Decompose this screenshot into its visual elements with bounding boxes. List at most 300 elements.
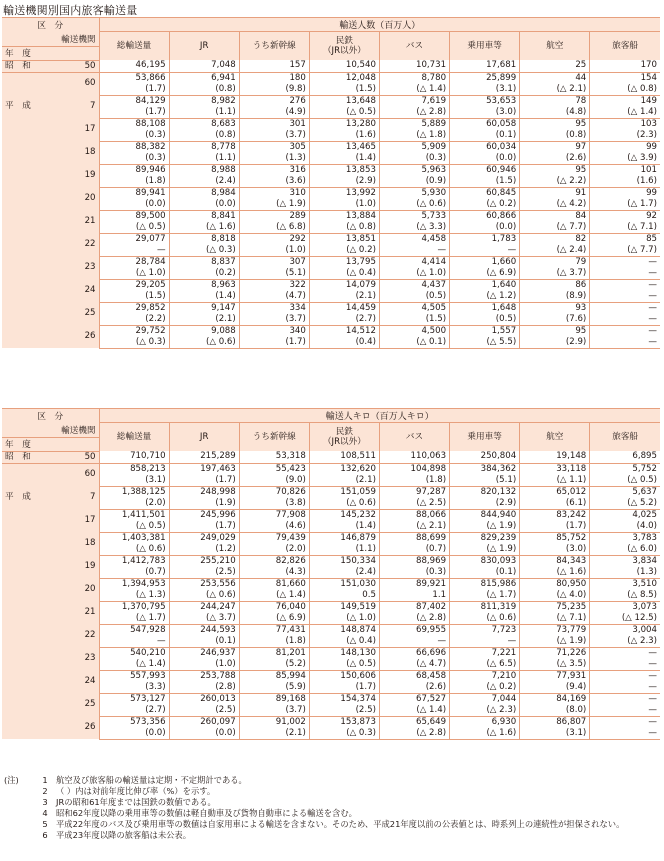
value-cell: 14,079 [309,279,379,291]
rate-cell: (△ 2.3) [590,636,660,648]
era-label [2,279,31,302]
value-cell: 88,382 [99,141,169,153]
header-fiscal-year: 年 度 [2,46,99,60]
era-label [2,233,31,256]
rate-cell: (2.5) [309,705,379,717]
rate-cell: (△ 1.0) [309,613,379,625]
rate-cell: (△ 0.8) [590,84,660,96]
rate-cell: (4.3) [239,567,309,579]
rate-cell: (△ 1.9) [450,521,520,533]
value-cell: 245,996 [169,509,239,521]
year-label: 17 [31,509,99,532]
rate-cell: (1.0) [169,659,239,671]
rate-cell: — [99,636,169,648]
rate-cell: (△ 5.5) [450,337,520,349]
value-cell: 79,439 [239,532,309,544]
year-label: 22 [31,624,99,647]
table-row [2,60,660,72]
year-label: 23 [31,647,99,670]
value-cell: 60,866 [450,210,520,222]
value-cell: 5,930 [379,187,449,199]
value-cell: 68,458 [379,670,449,682]
table-row-rate [2,84,660,96]
value-cell: 77,931 [520,670,590,682]
value-cell: 340 [239,325,309,337]
rate-cell: — [379,245,449,257]
rate-cell: (1.6) [590,176,660,188]
value-cell: 858,213 [99,463,169,475]
table-row-rate [2,337,660,349]
rate-cell: (△ 7.1) [590,222,660,234]
rate-cell: (0.9) [379,176,449,188]
rate-cell: (0.0) [99,728,169,740]
value-cell: 154,374 [309,693,379,705]
value-cell: 7,048 [169,60,239,72]
rate-cell: (9.8) [239,84,309,96]
rate-cell: (1.7) [239,337,309,349]
value-cell: 79 [520,256,590,268]
value-cell: 84,129 [99,95,169,107]
rate-cell: (△ 0.2) [309,245,379,257]
rate-cell: — [590,314,660,326]
value-cell: 3,783 [590,532,660,544]
rate-cell: (△ 0.3) [169,245,239,257]
value-cell: 1,660 [450,256,520,268]
value-cell: 305 [239,141,309,153]
value-cell: 573,356 [99,716,169,728]
rate-cell: (1.2) [169,544,239,556]
rate-cell: (0.1) [450,567,520,579]
value-cell: 13,884 [309,210,379,222]
rate-cell: (△ 1.7) [450,590,520,602]
rate-cell: (△ 2.3) [450,705,520,717]
rate-cell: (△ 1.6) [450,728,520,740]
value-cell: 844,940 [450,509,520,521]
rate-cell: (1.5) [379,314,449,326]
rate-cell: (△ 4.0) [520,590,590,602]
rate-cell: (3.0) [520,544,590,556]
table-row-rate [2,176,660,188]
year-label: 50 [31,60,99,72]
value-cell: 17,681 [450,60,520,72]
era-label [2,532,31,555]
value-cell: 5,752 [590,463,660,475]
value-cell: 13,853 [309,164,379,176]
value-cell: 8,963 [169,279,239,291]
col-jr: JR [169,423,239,452]
rate-cell: (△ 3.5) [520,659,590,671]
notes-label: (注) [4,775,19,785]
value-cell: 246,937 [169,647,239,659]
value-cell: 25,899 [450,72,520,84]
value-cell: 66,696 [379,647,449,659]
rate-cell: (1.8) [379,475,449,487]
value-cell: 8,988 [169,164,239,176]
rate-cell: (3.7) [239,130,309,142]
table-row [2,601,660,613]
rate-cell: — [590,337,660,349]
era-label [2,555,31,578]
table-row [2,72,660,84]
year-label: 7 [31,95,99,118]
rate-cell: (9.4) [520,682,590,694]
rate-cell: (4.9) [239,107,309,119]
rate-cell: (△ 7.7) [520,222,590,234]
rate-cell: (△ 1.9) [450,544,520,556]
value-cell: 145,232 [309,509,379,521]
table-row-rate [2,245,660,257]
value-cell: 249,029 [169,532,239,544]
year-label: 26 [31,325,99,348]
value-cell: 4,505 [379,302,449,314]
value-cell: 3,073 [590,601,660,613]
value-cell: 1,411,501 [99,509,169,521]
value-cell: 710,710 [99,451,169,463]
rate-cell: (7.6) [520,314,590,326]
rate-cell: (1.7) [520,521,590,533]
rate-cell: (0.3) [379,567,449,579]
rate-cell: — [450,636,520,648]
col-private-rail: 民鉄 （JR以外） [309,423,379,452]
rate-cell: (0.2) [169,268,239,280]
era-label [2,624,31,647]
rate-cell: (2.7) [99,705,169,717]
table-row [2,578,660,590]
era-label: 昭 和 [2,60,31,72]
value-cell: 3,510 [590,578,660,590]
value-cell: 69,955 [379,624,449,636]
rate-cell: — [450,245,520,257]
value-cell: 70,826 [239,486,309,498]
era-label [2,716,31,739]
value-cell: 6,895 [590,451,660,463]
rate-cell: 1.1 [379,590,449,602]
rate-cell: (△ 3.7) [169,613,239,625]
value-cell: 146,879 [309,532,379,544]
table-row [2,532,660,544]
rate-cell: (0.0) [169,199,239,211]
rate-cell: (△ 0.5) [99,521,169,533]
table-row [2,325,660,337]
value-cell: 255,210 [169,555,239,567]
rate-cell: (2.0) [239,544,309,556]
value-cell: 25 [520,60,590,72]
col-private-rail: 民鉄 （JR以外） [309,32,379,61]
value-cell: 1,648 [450,302,520,314]
table-row [2,463,660,475]
rate-cell: — [590,291,660,303]
col-car: 乗用車等 [450,423,520,452]
rate-cell: — [590,705,660,717]
rate-cell: (△ 7.7) [590,245,660,257]
value-cell: 88,066 [379,509,449,521]
value-cell: 7,210 [450,670,520,682]
rate-cell: (△ 6.8) [239,222,309,234]
era-label [2,141,31,164]
era-label [2,256,31,279]
rate-cell: (1.0) [239,245,309,257]
page-title: 輸送機関別国内旅客輸送量 [3,4,138,17]
value-cell: 540,210 [99,647,169,659]
era-label [2,118,31,141]
value-cell: 310 [239,187,309,199]
value-cell: 244,593 [169,624,239,636]
era-label: 昭 和 [2,451,31,463]
value-cell: — [590,279,660,291]
rate-cell: (△ 2.8) [379,613,449,625]
value-cell: 820,132 [450,486,520,498]
value-cell: 77,431 [239,624,309,636]
value-cell: 8,780 [379,72,449,84]
rate-cell: (3.1) [450,84,520,96]
year-label: 25 [31,302,99,325]
rate-cell: (△ 1.3) [99,590,169,602]
value-cell: 289 [239,210,309,222]
value-cell: 8,778 [169,141,239,153]
rate-cell: (4.6) [239,521,309,533]
notes [4,775,646,841]
value-cell: 29,752 [99,325,169,337]
rate-cell: (△ 1.7) [99,613,169,625]
rate-cell: (3.1) [520,728,590,740]
rate-cell: (△ 1.4) [99,659,169,671]
value-cell: 4,500 [379,325,449,337]
year-label: 23 [31,256,99,279]
rate-cell: (2.7) [309,314,379,326]
rate-cell: (△ 0.5) [309,107,379,119]
rate-cell: (1.7) [309,682,379,694]
rate-cell: (3.3) [99,682,169,694]
value-cell: 5,909 [379,141,449,153]
rate-cell: (0.3) [99,153,169,165]
rate-cell: (1.3) [590,567,660,579]
table-row [2,716,660,728]
year-label: 20 [31,187,99,210]
value-cell: 149,519 [309,601,379,613]
rate-cell: (5.1) [450,475,520,487]
rate-cell: (△ 2.1) [520,84,590,96]
rate-cell: (△ 1.4) [379,84,449,96]
value-cell: 132,620 [309,463,379,475]
year-label: 7 [31,486,99,509]
passenger-km-table [2,408,660,740]
value-cell: 91,002 [239,716,309,728]
col-bus: バス [379,32,449,61]
table-row-rate [2,314,660,326]
table-row-rate [2,153,660,165]
rate-cell: (△ 1.2) [450,291,520,303]
year-label: 22 [31,233,99,256]
era-label [2,187,31,210]
rate-cell: (1.0) [309,199,379,211]
rate-cell: (△ 6.5) [450,659,520,671]
year-label: 17 [31,118,99,141]
rate-cell: (3.7) [239,314,309,326]
value-cell: 815,986 [450,578,520,590]
era-label [2,647,31,670]
table-row [2,141,660,153]
rate-cell: (2.8) [169,682,239,694]
note-item: (注) 1 航空及び旅客船の輸送量は定期・不定期計である。 [4,775,247,785]
note-item: 6 平成23年度以降の旅客船は未公表。 [42,830,192,840]
col-car: 乗用車等 [450,32,520,61]
value-cell: 1,388,125 [99,486,169,498]
value-cell: 260,013 [169,693,239,705]
value-cell: — [590,325,660,337]
rate-cell: (△ 1.4) [379,705,449,717]
rate-cell: (0.5) [450,314,520,326]
rate-cell: (△ 2.8) [379,728,449,740]
table-row [2,233,660,245]
value-cell: 150,606 [309,670,379,682]
rate-cell: (5.2) [239,659,309,671]
rate-cell: (△ 0.5) [309,659,379,671]
rate-cell: (0.0) [99,199,169,211]
value-cell: 46,195 [99,60,169,72]
table-row [2,164,660,176]
rate-cell: (1.1) [309,544,379,556]
rate-cell: (8.0) [520,705,590,717]
rate-cell: (0.0) [450,153,520,165]
value-cell: 65,649 [379,716,449,728]
rate-cell: (△ 0.3) [99,337,169,349]
rate-cell: (△ 1.1) [520,475,590,487]
rate-cell: (△ 1.8) [379,130,449,142]
rate-cell: (△ 3.9) [590,153,660,165]
value-cell: 8,841 [169,210,239,222]
rate-cell: (1.5) [309,84,379,96]
value-cell: 81,201 [239,647,309,659]
value-cell: 148,130 [309,647,379,659]
value-cell: 84,343 [520,555,590,567]
rate-cell: (1.4) [169,291,239,303]
value-cell: 1,557 [450,325,520,337]
year-label: 25 [31,693,99,716]
col-shinkansen: うち新幹線 [239,423,309,452]
rate-cell: (△ 8.5) [590,590,660,602]
table-row [2,279,660,291]
value-cell: 84 [520,210,590,222]
value-cell: 276 [239,95,309,107]
rate-cell: (△ 1.4) [590,107,660,119]
value-cell: 89,500 [99,210,169,222]
note-item: 5 平成22年度のバス及び乗用車等の数値は自家用車による輸送を含まない。そのため、平成21年度以前の公表値とは、時系列上の連続性が担保されない。 [42,819,625,829]
value-cell: 7,221 [450,647,520,659]
value-cell: 4,437 [379,279,449,291]
value-cell: 573,127 [99,693,169,705]
rate-cell: (9.0) [239,475,309,487]
rate-cell: (0.8) [169,84,239,96]
era-label [2,578,31,601]
rate-cell: — [590,268,660,280]
value-cell: 13,992 [309,187,379,199]
value-cell: 95 [520,118,590,130]
year-label: 60 [31,463,99,486]
value-cell: 13,648 [309,95,379,107]
rate-cell: (△ 2.4) [520,245,590,257]
value-cell: 13,465 [309,141,379,153]
rate-cell: (△ 0.3) [309,728,379,740]
table-row [2,509,660,521]
value-cell: 19,148 [520,451,590,463]
rate-cell: (△ 4.7) [379,659,449,671]
table-row-rate [2,659,660,671]
value-cell: 153,873 [309,716,379,728]
year-label: 18 [31,532,99,555]
value-cell: 29,852 [99,302,169,314]
rate-cell: (△ 0.1) [379,337,449,349]
value-cell: 8,982 [169,95,239,107]
value-cell: 81,660 [239,578,309,590]
value-cell: 10,540 [309,60,379,72]
value-cell: 88,699 [379,532,449,544]
value-cell: 71,226 [520,647,590,659]
value-cell: 384,362 [450,463,520,475]
rate-cell: (1.7) [169,475,239,487]
table-row [2,95,660,107]
value-cell: 88,108 [99,118,169,130]
value-cell: 77,908 [239,509,309,521]
value-cell: 83,242 [520,509,590,521]
value-cell: 7,619 [379,95,449,107]
value-cell: 88,969 [379,555,449,567]
value-cell: 6,930 [450,716,520,728]
era-label [2,693,31,716]
col-shinkansen: うち新幹線 [239,32,309,61]
value-cell: 67,527 [379,693,449,705]
rate-cell: (1.1) [169,107,239,119]
value-cell: 5,733 [379,210,449,222]
rate-cell: (2.0) [99,498,169,510]
value-cell: 1,783 [450,233,520,245]
value-cell: 80,950 [520,578,590,590]
header-transport-mode: 輸送機関 [2,32,99,47]
rate-cell: (2.1) [169,314,239,326]
year-label: 50 [31,451,99,463]
era-label [2,210,31,233]
year-label: 24 [31,670,99,693]
value-cell: 13,795 [309,256,379,268]
value-cell: 8,837 [169,256,239,268]
rate-cell: (△ 0.6) [379,199,449,211]
value-cell: 8,818 [169,233,239,245]
era-label [2,670,31,693]
table-row-rate [2,199,660,211]
value-cell: 29,077 [99,233,169,245]
value-cell: 89,941 [99,187,169,199]
rate-cell: (1.7) [99,84,169,96]
value-cell: — [590,647,660,659]
year-label: 19 [31,164,99,187]
value-cell: 99 [590,141,660,153]
value-cell: 89,921 [379,578,449,590]
rate-cell: (△ 0.4) [309,636,379,648]
table-row [2,647,660,659]
col-ship: 旅客船 [590,423,660,452]
rate-cell: (1.1) [169,153,239,165]
passenger-count-table [2,17,660,349]
value-cell: 197,463 [169,463,239,475]
rate-cell: (△ 0.6) [450,613,520,625]
header-fiscal-year: 年 度 [2,437,99,451]
value-cell: 8,683 [169,118,239,130]
rate-cell: (0.1) [169,636,239,648]
rate-cell: (0.1) [450,130,520,142]
rate-cell: (8.9) [520,291,590,303]
table-row [2,624,660,636]
value-cell: 86 [520,279,590,291]
rate-cell: (1.8) [99,176,169,188]
